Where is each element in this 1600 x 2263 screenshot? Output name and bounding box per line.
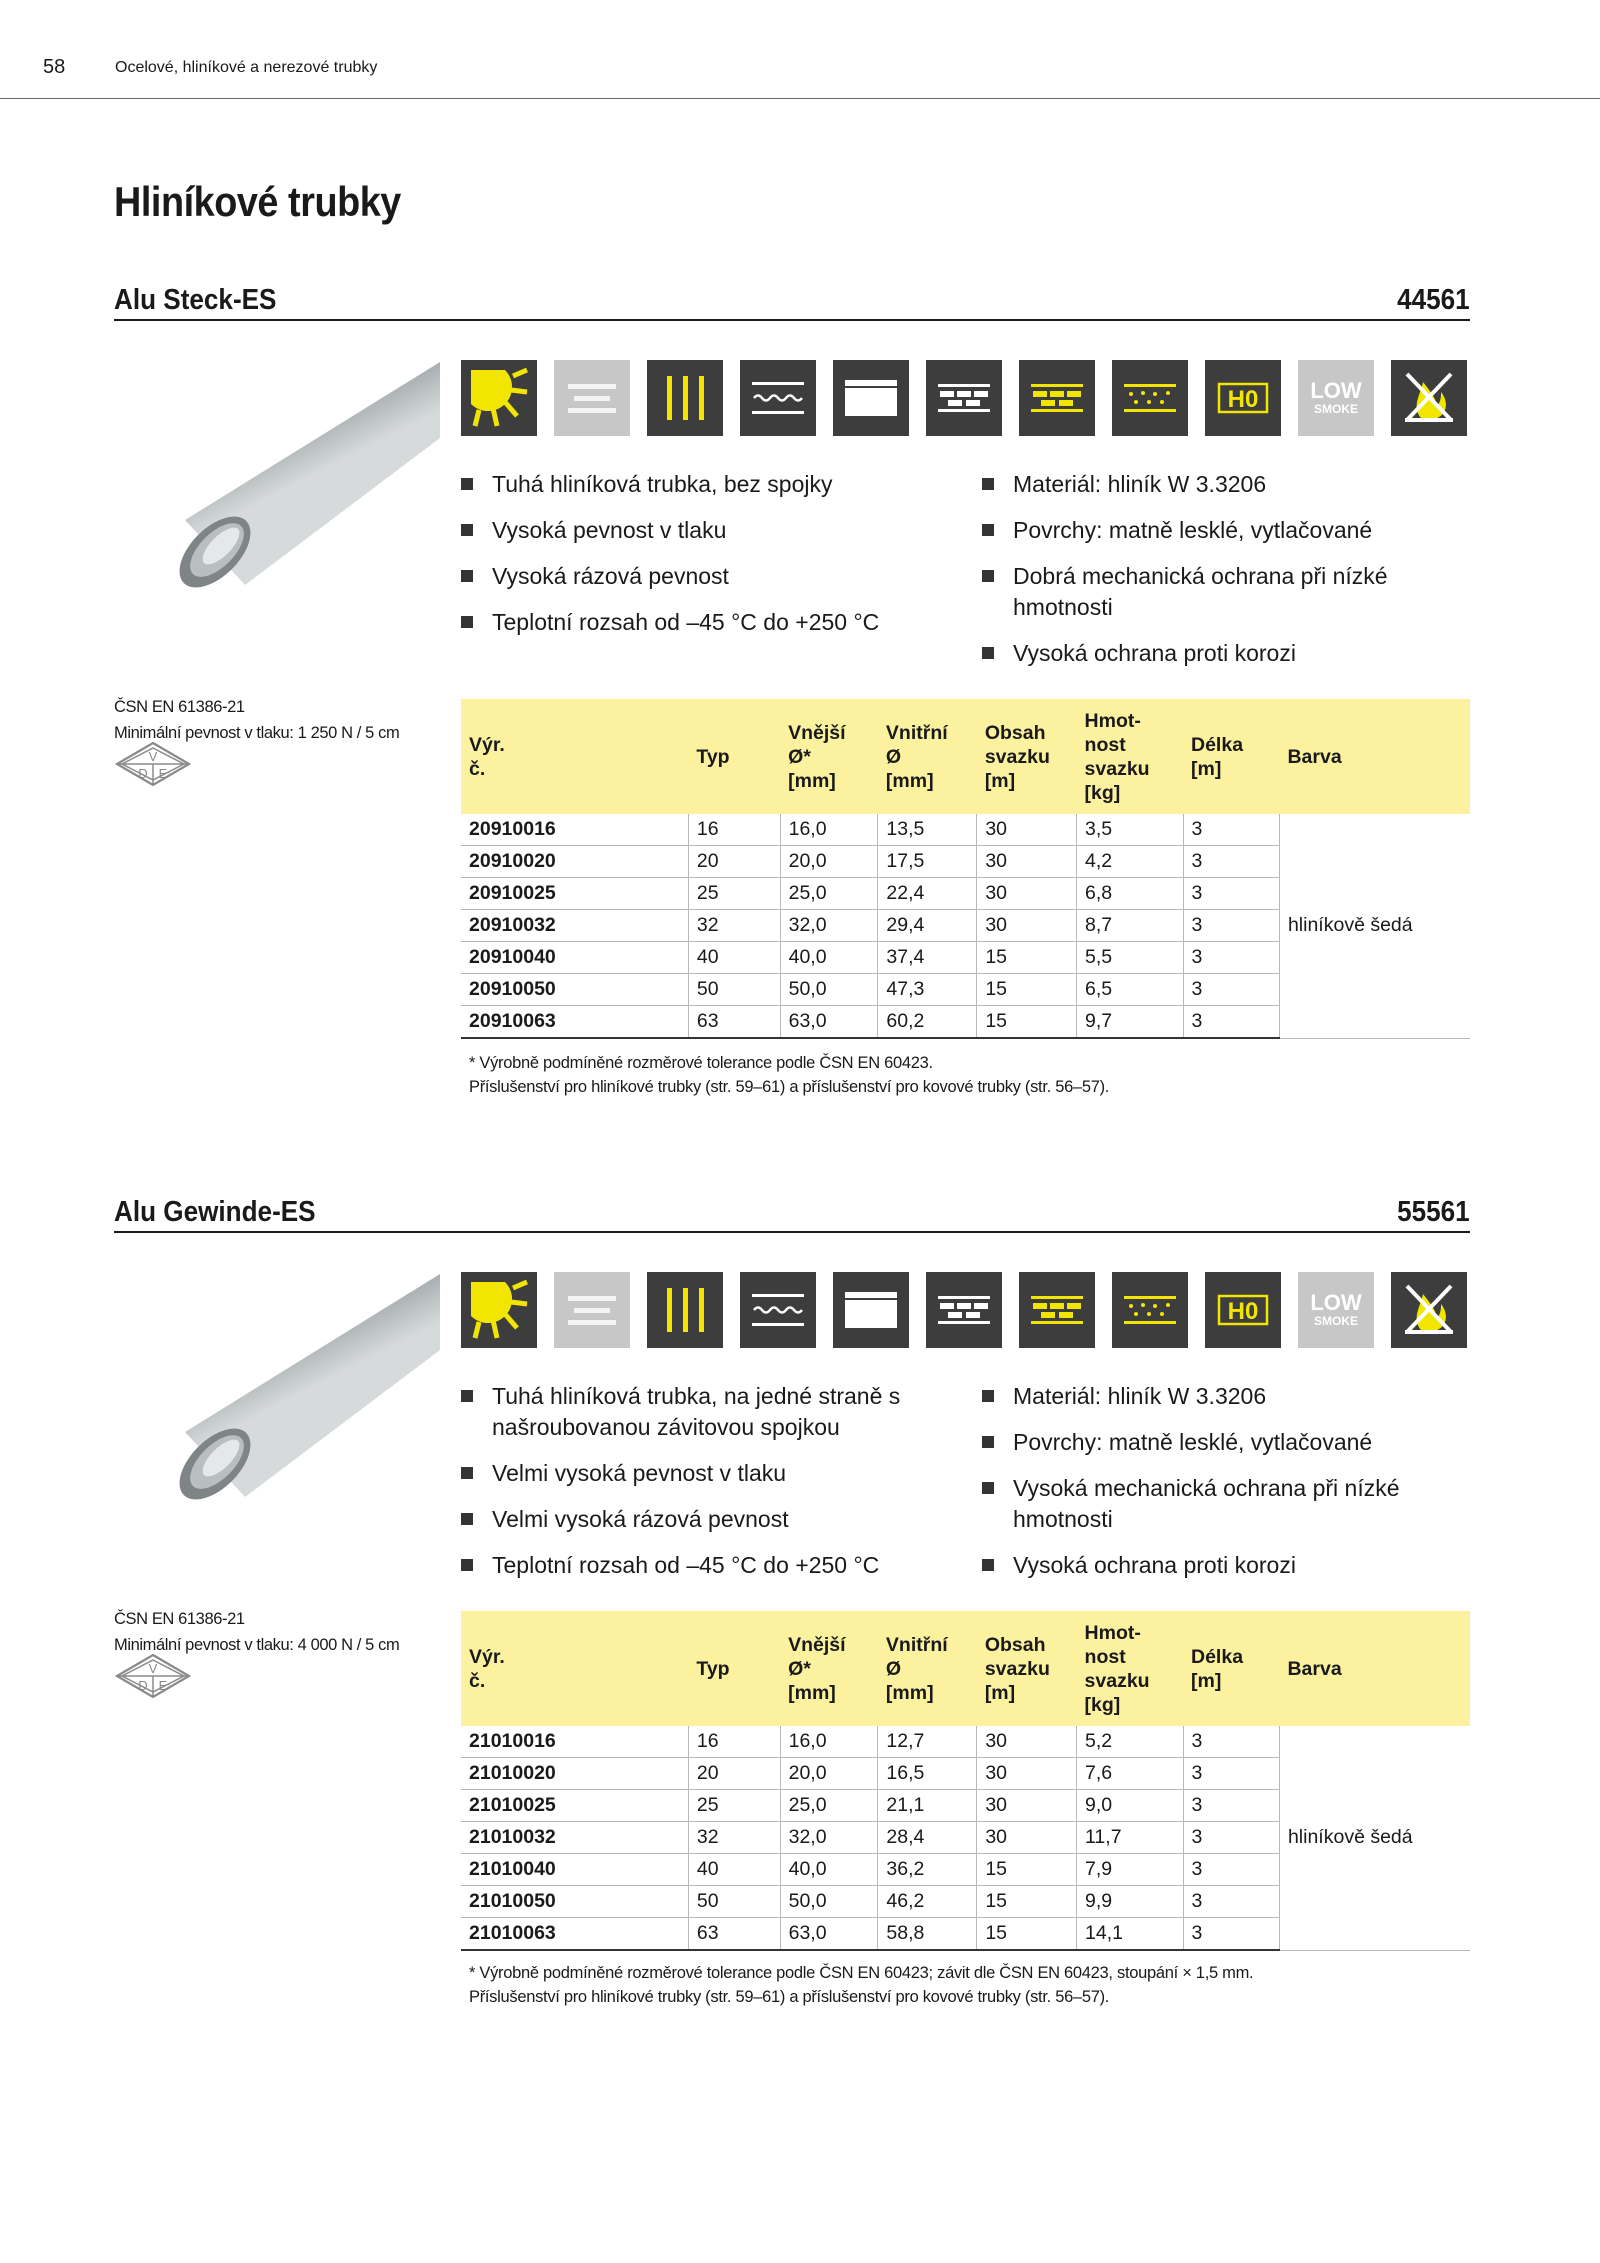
feature-item: Velmi vysoká rázová pevnost xyxy=(461,1504,951,1535)
table-cell: 20910032 xyxy=(461,910,688,942)
feature-item: Vysoká pevnost v tlaku xyxy=(461,515,951,546)
table-cell: 3 xyxy=(1183,1758,1279,1790)
table-cell: 3 xyxy=(1183,1726,1279,1758)
table-cell: 17,5 xyxy=(878,846,977,878)
table-cell: 30 xyxy=(977,878,1077,910)
yellow-brick-icon xyxy=(1019,360,1095,436)
table-cell: 16,0 xyxy=(780,1726,878,1758)
accessories-note: Příslušenství pro hliníkové trubky (str. 59–61) a příslušenství pro kovové trubky (str. 56–57). xyxy=(469,1988,1110,2006)
table-cell: 40 xyxy=(688,942,780,974)
low-smoke-icon xyxy=(1298,360,1374,436)
color-cell: hliníkově šedá xyxy=(1279,814,1470,1038)
table-cell: 3 xyxy=(1183,1886,1279,1918)
low-label: LOW xyxy=(1310,378,1362,403)
min-pressure: Minimální pevnost v tlaku: 4 000 N / 5 cm xyxy=(114,1636,400,1654)
table-cell: 16,0 xyxy=(780,814,878,846)
table-cell: 50 xyxy=(688,974,780,1006)
table-cell: 20910063 xyxy=(461,1006,688,1039)
table-cell: 30 xyxy=(977,814,1077,846)
feature-item: Vysoká ochrana proti korozi xyxy=(982,638,1472,669)
table-header-row xyxy=(461,1611,1470,1726)
table-header-cell: Barva xyxy=(1279,699,1470,814)
table-cell: 63,0 xyxy=(780,1918,878,1951)
ho-label: H0 xyxy=(1227,1298,1259,1325)
feature-item: Dobrá mechanická ochrana při nízké hmotnosti xyxy=(982,561,1472,623)
table-cell: 30 xyxy=(977,1790,1077,1822)
table-header-cell: Délka [m] xyxy=(1183,699,1279,814)
table-row xyxy=(461,814,1470,846)
table-header-cell: Výr. č. xyxy=(461,699,688,814)
min-pressure: Minimální pevnost v tlaku: 1 250 N / 5 cm xyxy=(114,724,400,742)
table-cell: 60,2 xyxy=(878,1006,977,1039)
tolerance-note: * Výrobně podmíněné rozměrové tolerance podle ČSN EN 60423. xyxy=(469,1054,933,1072)
table-cell: 3 xyxy=(1183,846,1279,878)
wave-icon xyxy=(740,360,816,436)
feature-list-right xyxy=(982,1381,1472,1596)
table-cell: 21010016 xyxy=(461,1726,688,1758)
table-cell: 46,2 xyxy=(878,1886,977,1918)
medium-duty-icon xyxy=(647,1272,723,1348)
table-cell: 20,0 xyxy=(780,846,878,878)
table-cell: 30 xyxy=(977,1822,1077,1854)
table-cell: 15 xyxy=(977,942,1077,974)
table-cell: 15 xyxy=(977,974,1077,1006)
table-cell: 5,2 xyxy=(1077,1726,1183,1758)
table-cell: 25,0 xyxy=(780,878,878,910)
table-cell: 3,5 xyxy=(1077,814,1183,846)
table-cell: 15 xyxy=(977,1918,1077,1951)
no-fire-icon xyxy=(1391,360,1467,436)
table-cell: 3 xyxy=(1183,878,1279,910)
section-title: Alu Steck-ES xyxy=(114,284,277,316)
panel-icon xyxy=(833,360,909,436)
smoke-label: SMOKE xyxy=(1313,1314,1359,1328)
table-header-cell: Hmot- nost svazku [kg] xyxy=(1077,1611,1183,1726)
table-cell: 21010032 xyxy=(461,1822,688,1854)
table-cell: 15 xyxy=(977,1854,1077,1886)
table-row xyxy=(461,1726,1470,1758)
feature-item: Teplotní rozsah od –45 °C do +250 °C xyxy=(461,607,951,638)
tolerance-note: * Výrobně podmíněné rozměrové tolerance podle ČSN EN 60423; závit dle ČSN EN 60423, stoupání × 1,5 mm. xyxy=(469,1964,1254,1982)
running-title: Ocelové, hliníkové a nerezové trubky xyxy=(115,59,378,76)
dotted-panel-icon xyxy=(1112,360,1188,436)
table-cell: 3 xyxy=(1183,974,1279,1006)
table-cell: 3 xyxy=(1183,1006,1279,1039)
color-cell: hliníkově šedá xyxy=(1279,1726,1470,1950)
table-cell: 47,3 xyxy=(878,974,977,1006)
norm-standard: ČSN EN 61386-21 xyxy=(114,1610,245,1628)
table-cell: 20 xyxy=(688,1758,780,1790)
table-header-cell: Vnitřní Ø [mm] xyxy=(878,699,977,814)
table-header-cell: Barva xyxy=(1279,1611,1470,1726)
table-cell: 9,0 xyxy=(1077,1790,1183,1822)
table-cell: 30 xyxy=(977,1726,1077,1758)
feature-list-left xyxy=(461,469,951,653)
table-header-cell: Obsah svazku [m] xyxy=(977,1611,1077,1726)
section-code: 55561 xyxy=(1397,1196,1470,1228)
table-cell: 32,0 xyxy=(780,1822,878,1854)
medium-duty-icon xyxy=(647,360,723,436)
feature-item: Velmi vysoká pevnost v tlaku xyxy=(461,1458,951,1489)
svg-text:E: E xyxy=(158,1678,168,1693)
feature-item: Povrchy: matně lesklé, vytlačované xyxy=(982,1427,1472,1458)
table-cell: 40,0 xyxy=(780,942,878,974)
table-cell: 3 xyxy=(1183,1918,1279,1951)
feature-list-left xyxy=(461,1381,951,1596)
table-cell: 6,8 xyxy=(1077,878,1183,910)
section-header xyxy=(114,279,1470,321)
product-section-1 xyxy=(0,279,1600,1159)
table-cell: 30 xyxy=(977,846,1077,878)
spec-table xyxy=(461,699,1470,1039)
smoke-label: SMOKE xyxy=(1313,402,1359,416)
table-cell: 36,2 xyxy=(878,1854,977,1886)
feature-item: Tuhá hliníková trubka, bez spojky xyxy=(461,469,951,500)
light-duty-icon xyxy=(554,1272,630,1348)
svg-text:D: D xyxy=(138,766,148,781)
sunlight-icon xyxy=(461,1272,537,1348)
table-header-row xyxy=(461,699,1470,814)
table-cell: 20910040 xyxy=(461,942,688,974)
icon-row xyxy=(461,1272,1467,1348)
table-cell: 25 xyxy=(688,1790,780,1822)
table-cell: 4,2 xyxy=(1077,846,1183,878)
ho-icon xyxy=(1205,1272,1281,1348)
table-cell: 28,4 xyxy=(878,1822,977,1854)
table-cell: 50,0 xyxy=(780,974,878,1006)
dotted-panel-icon xyxy=(1112,1272,1188,1348)
page-number: 58 xyxy=(43,56,66,78)
table-cell: 3 xyxy=(1183,1822,1279,1854)
yellow-brick-icon xyxy=(1019,1272,1095,1348)
table-cell: 16 xyxy=(688,1726,780,1758)
feature-item: Vysoká rázová pevnost xyxy=(461,561,951,592)
table-header-cell: Typ xyxy=(688,699,780,814)
svg-text:V: V xyxy=(148,1661,158,1676)
table-cell: 3 xyxy=(1183,1790,1279,1822)
icon-row xyxy=(461,360,1467,436)
light-duty-icon xyxy=(554,360,630,436)
feature-item: Materiál: hliník W 3.3206 xyxy=(982,1381,1472,1412)
table-cell: 7,6 xyxy=(1077,1758,1183,1790)
sunlight-icon xyxy=(461,360,537,436)
feature-item: Teplotní rozsah od –45 °C do +250 °C xyxy=(461,1550,951,1581)
table-cell: 20,0 xyxy=(780,1758,878,1790)
vde-mark-icon xyxy=(114,1653,192,1699)
svg-text:V: V xyxy=(148,749,158,764)
table-cell: 25 xyxy=(688,878,780,910)
svg-text:D: D xyxy=(138,1678,148,1693)
table-cell: 32 xyxy=(688,910,780,942)
table-cell: 20910020 xyxy=(461,846,688,878)
header-rule xyxy=(0,98,1600,99)
table-header-cell: Vnitřní Ø [mm] xyxy=(878,1611,977,1726)
table-cell: 3 xyxy=(1183,1854,1279,1886)
table-header-cell: Výr. č. xyxy=(461,1611,688,1726)
svg-text:E: E xyxy=(158,766,168,781)
vde-mark-icon xyxy=(114,741,192,787)
feature-item: Povrchy: matně lesklé, vytlačované xyxy=(982,515,1472,546)
table-cell: 6,5 xyxy=(1077,974,1183,1006)
table-cell: 7,9 xyxy=(1077,1854,1183,1886)
table-cell: 21010020 xyxy=(461,1758,688,1790)
table-cell: 21,1 xyxy=(878,1790,977,1822)
feature-list-right xyxy=(982,469,1472,684)
table-header-cell: Obsah svazku [m] xyxy=(977,699,1077,814)
table-header-cell: Vnější Ø* [mm] xyxy=(780,699,878,814)
table-cell: 50 xyxy=(688,1886,780,1918)
low-label: LOW xyxy=(1310,1290,1362,1315)
table-cell: 40 xyxy=(688,1854,780,1886)
accessories-note: Příslušenství pro hliníkové trubky (str. 59–61) a příslušenství pro kovové trubky (str. 56–57). xyxy=(469,1078,1110,1096)
aluminium-pipe-image xyxy=(170,1272,440,1502)
table-cell: 3 xyxy=(1183,910,1279,942)
table-cell: 25,0 xyxy=(780,1790,878,1822)
table-cell: 8,7 xyxy=(1077,910,1183,942)
table-cell: 22,4 xyxy=(878,878,977,910)
table-cell: 3 xyxy=(1183,942,1279,974)
table-cell: 3 xyxy=(1183,814,1279,846)
low-smoke-icon xyxy=(1298,1272,1374,1348)
table-cell: 58,8 xyxy=(878,1918,977,1951)
table-cell: 30 xyxy=(977,910,1077,942)
spec-table xyxy=(461,1611,1470,1951)
feature-item: Materiál: hliník W 3.3206 xyxy=(982,469,1472,500)
feature-item: Vysoká ochrana proti korozi xyxy=(982,1550,1472,1581)
aluminium-pipe-image xyxy=(170,360,440,590)
page-title: Hliníkové trubky xyxy=(114,178,401,225)
product-section-2 xyxy=(0,1191,1600,2071)
section-code: 44561 xyxy=(1397,284,1470,316)
table-cell: 50,0 xyxy=(780,1886,878,1918)
table-cell: 21010050 xyxy=(461,1886,688,1918)
table-cell: 16 xyxy=(688,814,780,846)
table-cell: 37,4 xyxy=(878,942,977,974)
section-header xyxy=(114,1191,1470,1233)
table-cell: 20910016 xyxy=(461,814,688,846)
feature-item: Tuhá hliníková trubka, na jedné straně s našroubovanou závitovou spojkou xyxy=(461,1381,951,1443)
table-cell: 20 xyxy=(688,846,780,878)
table-cell: 15 xyxy=(977,1886,1077,1918)
table-cell: 32,0 xyxy=(780,910,878,942)
table-cell: 21010040 xyxy=(461,1854,688,1886)
table-cell: 20910025 xyxy=(461,878,688,910)
table-cell: 14,1 xyxy=(1077,1918,1183,1951)
table-cell: 9,9 xyxy=(1077,1886,1183,1918)
table-header-cell: Typ xyxy=(688,1611,780,1726)
table-cell: 16,5 xyxy=(878,1758,977,1790)
panel-icon xyxy=(833,1272,909,1348)
table-cell: 20910050 xyxy=(461,974,688,1006)
table-cell: 21010025 xyxy=(461,1790,688,1822)
brick-wall-icon xyxy=(926,1272,1002,1348)
table-cell: 5,5 xyxy=(1077,942,1183,974)
table-cell: 15 xyxy=(977,1006,1077,1039)
section-title: Alu Gewinde-ES xyxy=(114,1196,316,1228)
ho-label: H0 xyxy=(1227,386,1259,413)
table-cell: 30 xyxy=(977,1758,1077,1790)
table-header-cell: Délka [m] xyxy=(1183,1611,1279,1726)
table-cell: 63 xyxy=(688,1006,780,1039)
feature-item: Vysoká mechanická ochrana při nízké hmotnosti xyxy=(982,1473,1472,1535)
table-header-cell: Hmot- nost svazku [kg] xyxy=(1077,699,1183,814)
table-cell: 9,7 xyxy=(1077,1006,1183,1039)
ho-icon xyxy=(1205,360,1281,436)
table-cell: 32 xyxy=(688,1822,780,1854)
table-cell: 63,0 xyxy=(780,1006,878,1039)
brick-wall-icon xyxy=(926,360,1002,436)
table-header-cell: Vnější Ø* [mm] xyxy=(780,1611,878,1726)
table-cell: 13,5 xyxy=(878,814,977,846)
table-cell: 11,7 xyxy=(1077,1822,1183,1854)
table-cell: 21010063 xyxy=(461,1918,688,1951)
wave-icon xyxy=(740,1272,816,1348)
norm-standard: ČSN EN 61386-21 xyxy=(114,698,245,716)
no-fire-icon xyxy=(1391,1272,1467,1348)
table-cell: 29,4 xyxy=(878,910,977,942)
table-cell: 12,7 xyxy=(878,1726,977,1758)
table-cell: 40,0 xyxy=(780,1854,878,1886)
table-cell: 63 xyxy=(688,1918,780,1951)
